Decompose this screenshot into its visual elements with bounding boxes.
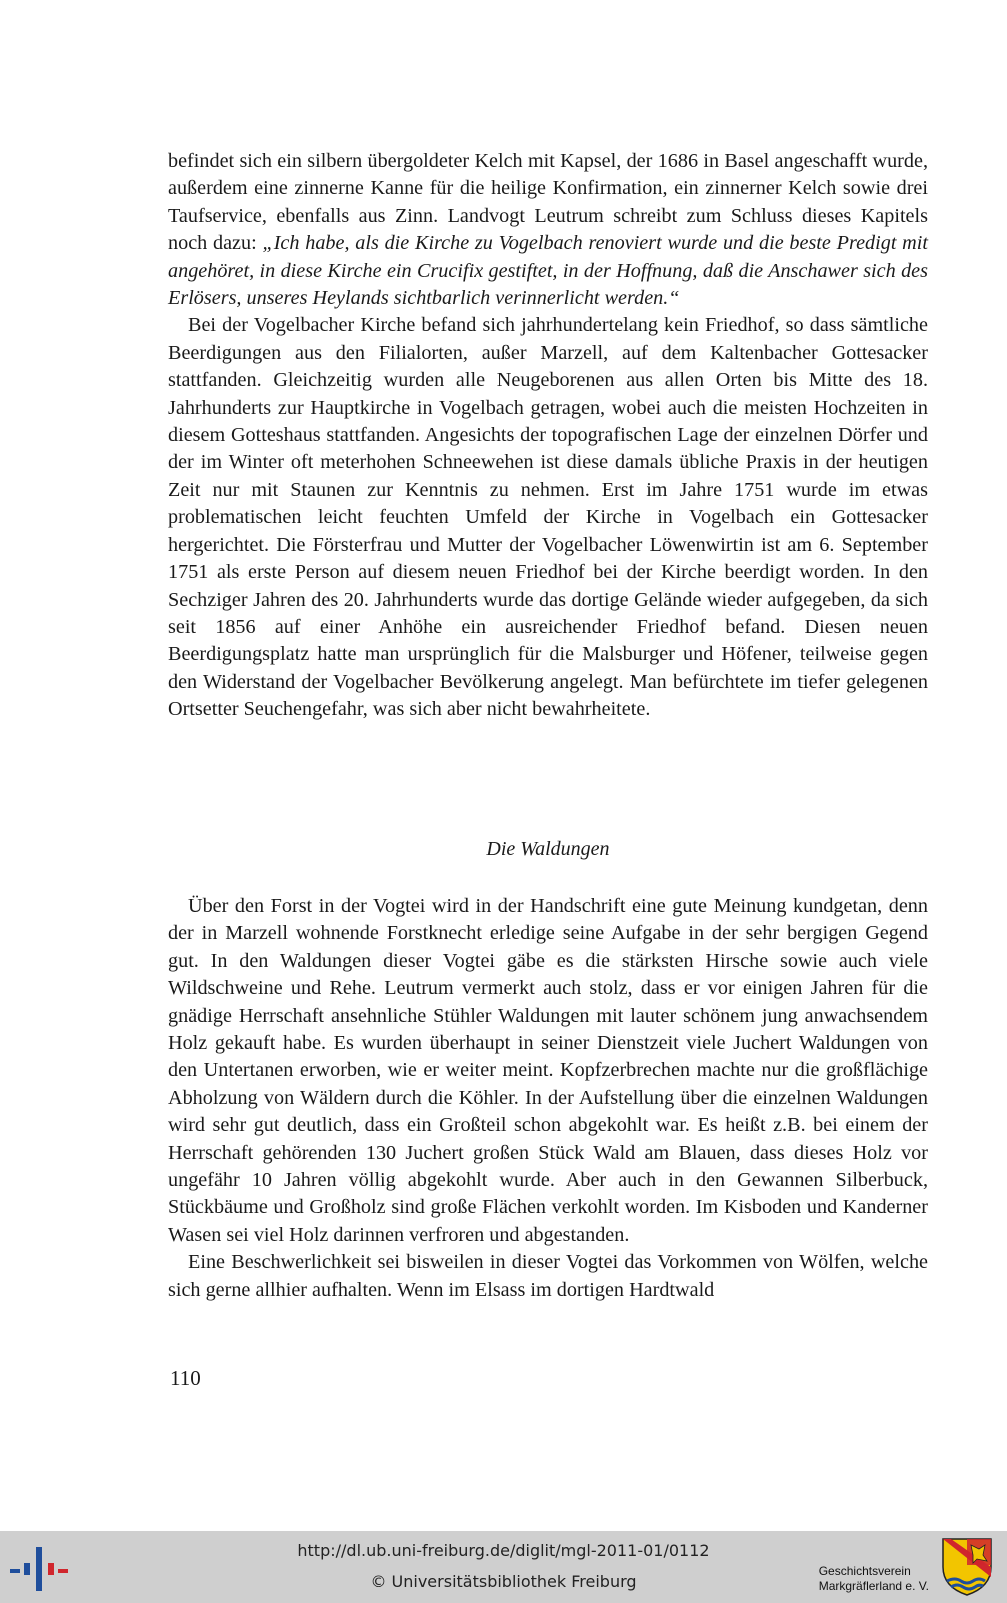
paragraph-text: befindet sich ein silbern übergoldeter Kelch mit Kapsel, der 1686 in Basel angeschafft wurde, außerdem eine zinnerne Kanne für die heilige Konfirmation, ein zinnerner Kelch sowie drei Taufservice, ebenfalls aus Zinn. Landvogt Leutrum schreibt zum Schluss dieses Kapitels noch dazu:: [168, 150, 928, 255]
paragraph-text: Über den Forst in der Vogtei wird in der Handschrift eine gute Meinung kundgetan, denn der in Marzell wohnende Forstknecht erledige seine Aufgabe in der sehr bergigen Gegend gut. In den Waldungen dieser Vogtei gäbe es die stärksten Hirsche sowie auch viele Wildschweine und Rehe. Leutrum vermerkt auch stolz, dass er vor einigen Jahren für die gnädige Herrschaft ansehnliche Stühler Waldungen mit lauter schönem jung anwachsendem Holz gekauft habe. Es wurden überhaupt in seiner Dienstzeit viele Juchert Waldungen von den Untertanen erworben, wie er weiter meint. Kopfzerbrechen machte nur die großflächige Abholzung von Wäldern durch die Köhler. In der Aufstellung über die einzelnen Waldungen wird sehr gut deutlich, dass ein Großteil schon abgekohlt war. Es heißt z.B. bei einem der Herrschaft gehörenden 130 Juchert großen Stück Wald am Blauen, dass dieses Holz vor ungefähr 10 Jahren völlig abgekohlt wurde. Aber auch in den Gewannen Silberbuck, Stückbäume und Großholz sind große Flächen verkohlt worden. Im Kisboden und Kanderner Wasen sei viel Holz darinnen verfroren und abgestanden.: [168, 895, 928, 1246]
paragraph-text: Bei der Vogelbacher Kirche befand sich jahrhundertelang kein Friedhof, so dass sämtliche Beerdigungen aus den Filialorten, außer Marzell, auf dem Kaltenbacher Gottesacker stattfanden. Gleichzeitig wurden alle Neugeborenen aus allen Orten bis Mitte des 18. Jahrhunderts zur Hauptkirche in Vogelbach getragen, wobei auch die meisten Hochzeiten in diesem Gotteshaus stattfanden. Angesichts der topografischen Lage der einzelnen Dörfer und der im Winter oft meterhohen Schneewehen ist diese damals übliche Praxis in der heutigen Zeit nur mit Staunen zur Kenntnis zu nehmen. Erst im Jahre 1751 wurde im etwas problematischen leicht feuchten Umfeld der Kirche in Vogelbach ein Gottesacker hergerichtet. Die Försterfrau und Mutter der Vogelbacher Löwenwirtin ist am 6. September 1751 als erste Person auf diesem neuen Friedhof bei der Kirche beerdigt worden. In den Sechziger Jahren des 20. Jahrhunderts wurde das dortige Gelände wieder aufgegeben, da sich seit 1856 auf einer Anhöhe ein ausreichender Friedhof befand. Diesen neuen Beerdigungsplatz hatte man ursprünglich für die Malsburger und Höfener, teilweise gegen den Widerstand der Vogelbacher Bevölkerung angelegt. Man befürchtete im tiefer gelegenen Ortsetter Seuchengefahr, was sich aber nicht bewahrheitete.: [168, 314, 928, 721]
paragraph: [168, 312, 928, 723]
society-name: [819, 1564, 929, 1594]
society-name-line1: Geschichtsverein: [818, 1564, 911, 1578]
footer-url-link[interactable]: http://dl.ub.uni-freiburg.de/diglit/mgl-2011-01/0112: [297, 1541, 710, 1560]
quote-text: „Ich habe, als die Kirche zu Vogelbach renoviert wurde und die beste Predigt mit angehöret, in diese Kirche ein Crucifix gestiftet, in der Hoffnung, daß die Anschawer sich des Erlösers, unseres Heylands sichtbarlich verinnerlicht werden.“: [168, 232, 928, 310]
paragraph-text: Eine Beschwerlichkeit sei bisweilen in dieser Vogtei das Vorkommen von Wölfen, welche sich gerne allhier aufhalten. Wenn im Elsass im dortigen Hardtwald: [168, 1251, 928, 1301]
coat-of-arms-icon: [941, 1537, 993, 1597]
footer-bar: [0, 1531, 1007, 1603]
section-heading: Die Waldungen: [486, 838, 610, 860]
text-block-bottom: [168, 893, 928, 1304]
page-number: 110: [170, 1366, 201, 1390]
paragraph: [168, 893, 928, 1249]
paragraph: [168, 148, 928, 312]
society-name-line2: Markgräflerland e. V.: [818, 1579, 929, 1593]
text-block-top: [168, 148, 928, 724]
paragraph: [168, 1249, 928, 1304]
footer-copyright: © Universitätsbibliothek Freiburg: [370, 1572, 637, 1591]
